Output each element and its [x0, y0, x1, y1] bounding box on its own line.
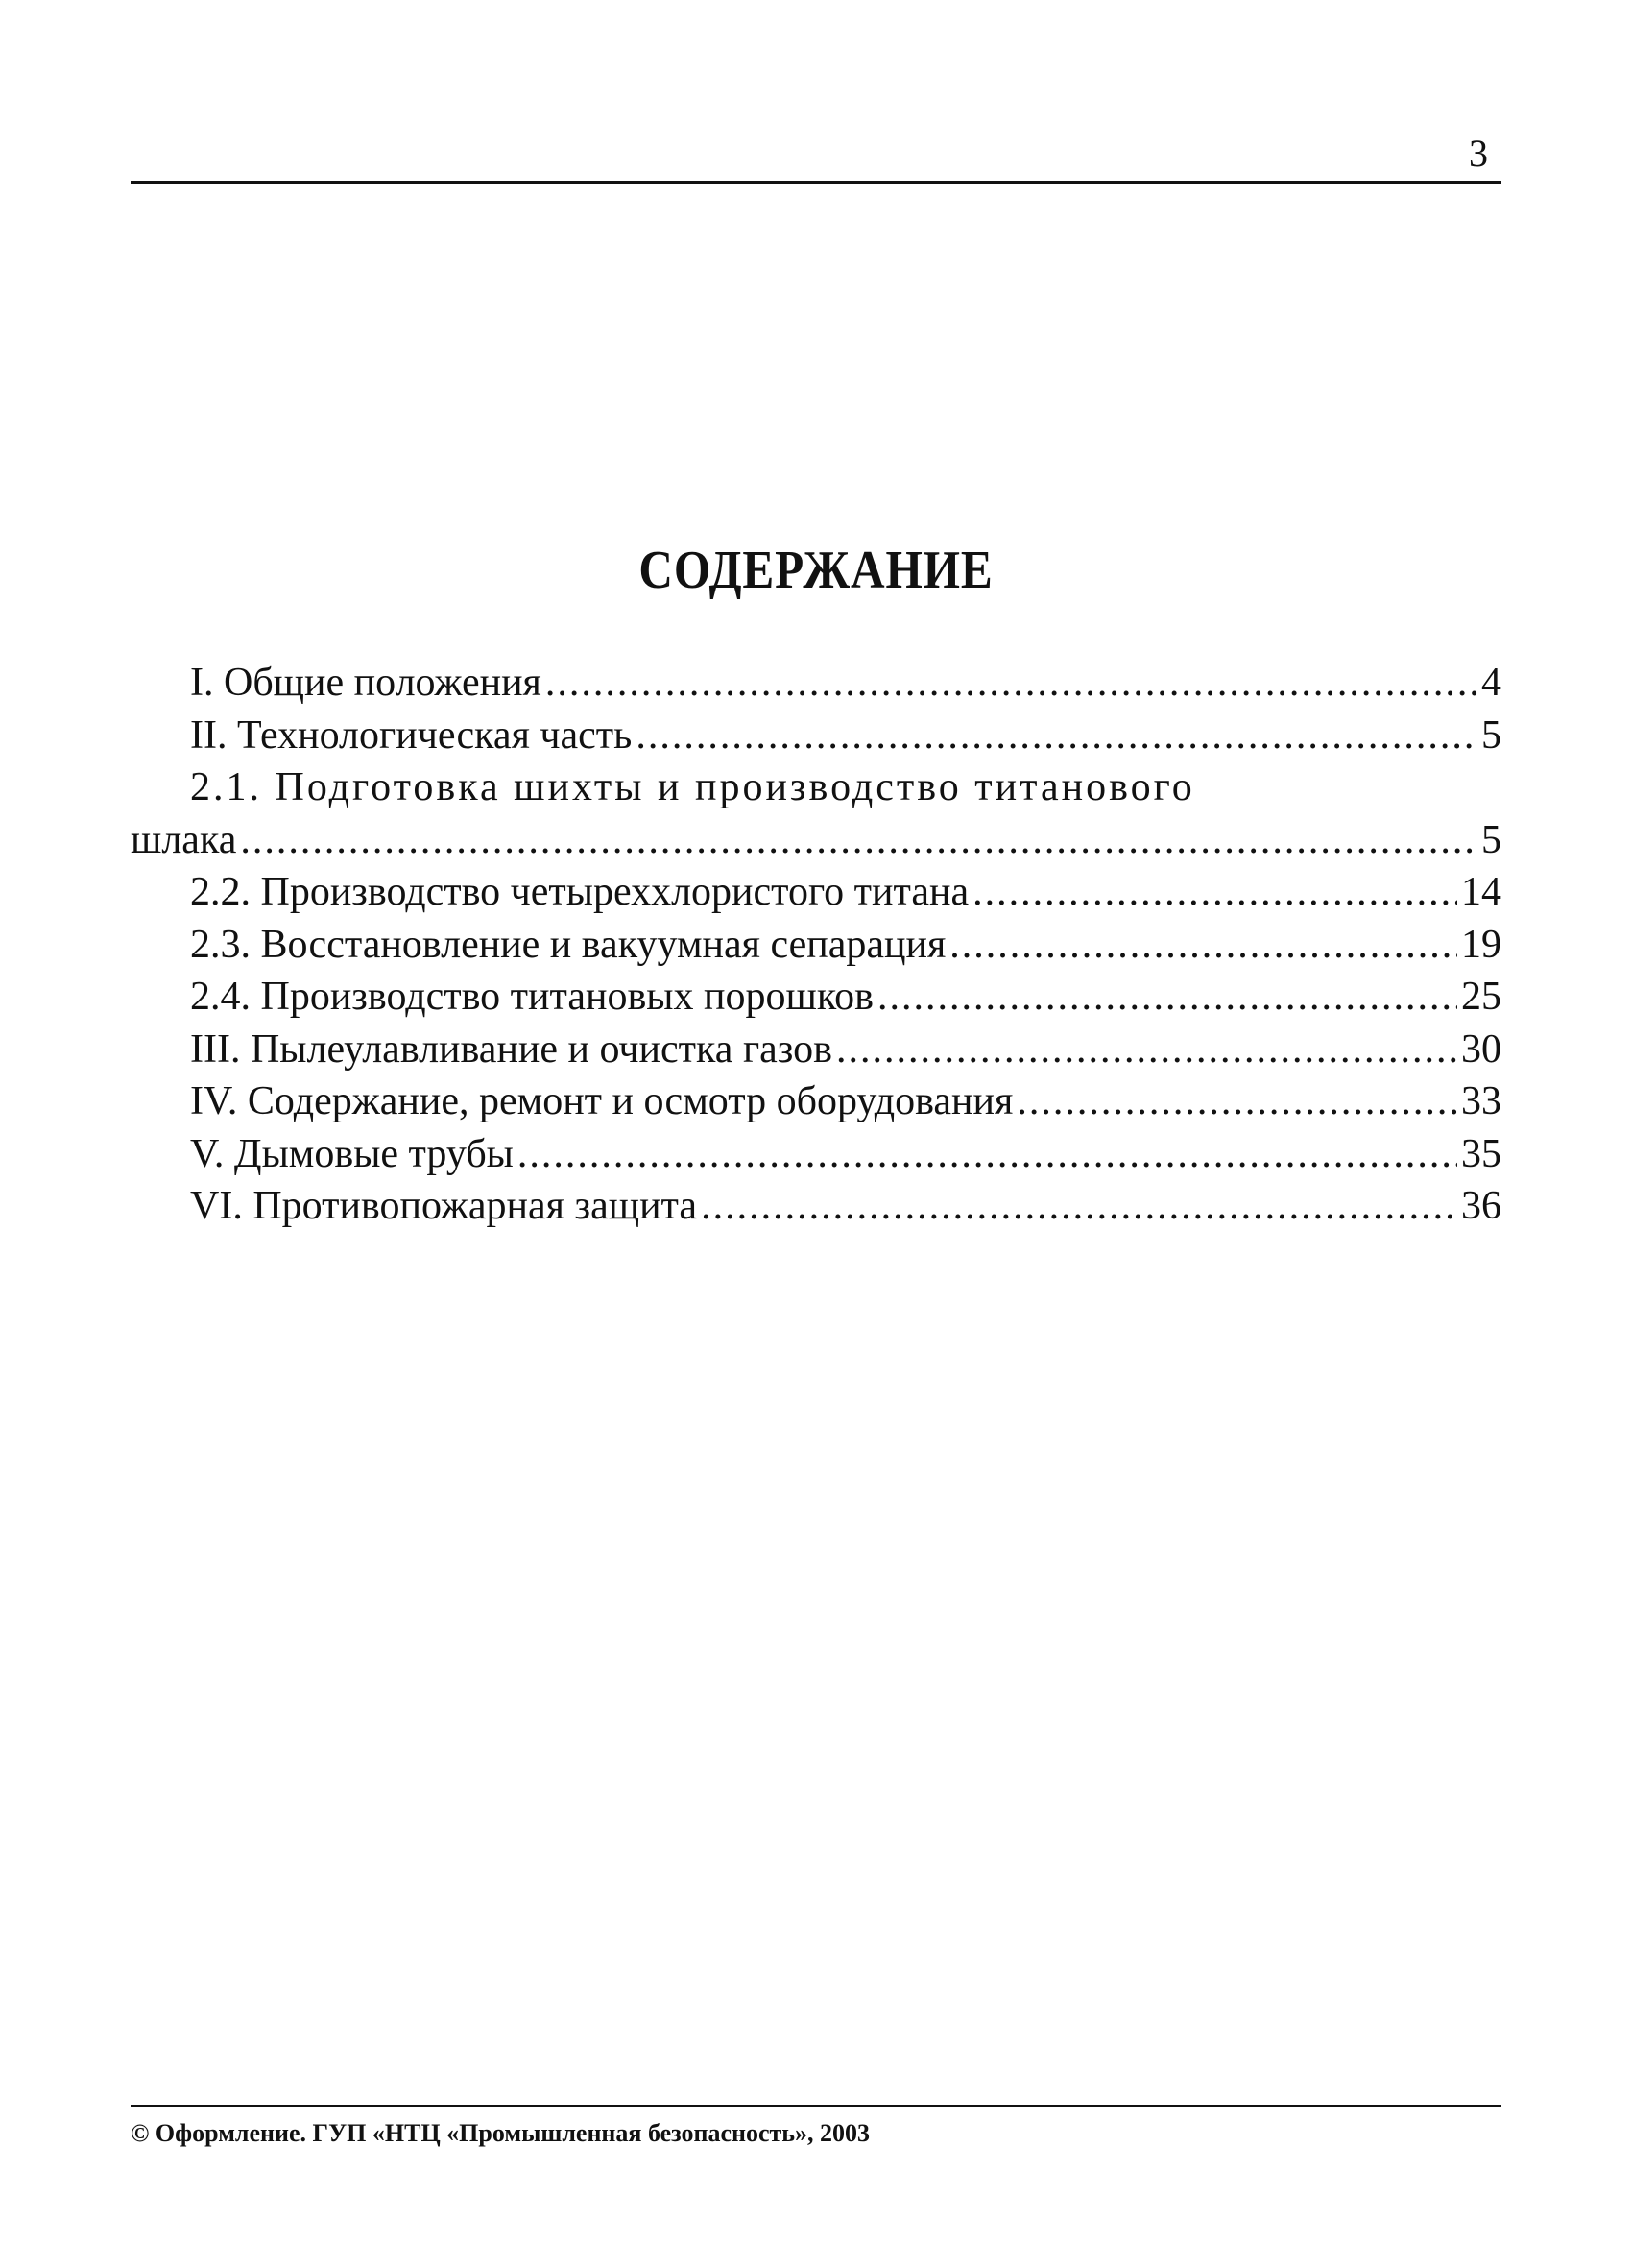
- toc-title: СОДЕРЖАНИЕ: [638, 541, 994, 600]
- toc-entry-label: шлака: [131, 817, 237, 862]
- toc-entry-page: 35: [1461, 1131, 1501, 1176]
- toc-entry-page: 25: [1461, 975, 1501, 1019]
- toc-entry-page: 19: [1461, 922, 1501, 967]
- toc-entry-label: II. Технологическая часть: [190, 712, 633, 758]
- toc-entry-page: 14: [1461, 870, 1501, 914]
- toc-entry-chimneys[interactable]: [131, 1128, 1501, 1181]
- toc-entry-page: 5: [1481, 712, 1501, 758]
- toc-entry-page: 33: [1461, 1079, 1501, 1123]
- footer-rule: [131, 2105, 1501, 2107]
- toc-entry-label: I. Общие положения: [190, 661, 541, 705]
- copyright-notice: © Оформление. ГУП «НТЦ «Промышленная безопасность», 2003: [131, 2119, 871, 2147]
- toc-entry-titanium-tetrachloride[interactable]: [131, 866, 1501, 919]
- toc-entry-equipment-maintenance[interactable]: [131, 1075, 1501, 1128]
- toc-entry-technological-part[interactable]: [131, 710, 1501, 762]
- toc-entry-label: V. Дымовые трубы: [190, 1131, 514, 1176]
- toc-entry-reduction-separation[interactable]: [131, 919, 1501, 972]
- toc-entry-label: 2.3. Восстановление и вакуумная сепарация: [190, 922, 947, 967]
- toc-dot-leader: [701, 1180, 1457, 1233]
- toc-entry-general-provisions[interactable]: [131, 657, 1501, 710]
- toc-dot-leader: [1017, 1075, 1457, 1128]
- toc-entry-charge-preparation-line2[interactable]: [131, 814, 1501, 867]
- toc-entry-label: III. Пылеулавливание и очистка газов: [190, 1026, 832, 1072]
- toc-entry-charge-preparation-line1[interactable]: [131, 761, 1501, 814]
- toc-entry-page: 5: [1481, 817, 1501, 862]
- toc-dot-leader: [877, 971, 1457, 1024]
- toc-dot-leader: [949, 919, 1457, 972]
- toc-dot-leader: [836, 1024, 1457, 1076]
- toc-entry-label: IV. Содержание, ремонт и осмотр оборудования: [190, 1079, 1014, 1123]
- toc-entry-titanium-powders[interactable]: [131, 971, 1501, 1024]
- toc-entry-dust-collection[interactable]: [131, 1024, 1501, 1076]
- toc-dot-leader: [545, 657, 1477, 710]
- table-of-contents: [131, 657, 1501, 1233]
- toc-dot-leader: [636, 710, 1477, 762]
- toc-entry-page: 36: [1461, 1184, 1501, 1228]
- toc-entry-fire-protection[interactable]: [131, 1180, 1501, 1233]
- toc-dot-leader: [972, 866, 1457, 919]
- page-number: 3: [1469, 132, 1488, 175]
- toc-dot-leader: [240, 814, 1477, 867]
- toc-entry-label: VI. Противопожарная защита: [190, 1184, 698, 1228]
- toc-entry-label: 2.4. Производство титановых порошков: [190, 975, 874, 1019]
- toc-entry-label: 2.1. Подготовка шихты и производство титанового: [190, 765, 1195, 809]
- header-rule: [131, 181, 1501, 184]
- toc-entry-label: 2.2. Производство четыреххлористого титана: [190, 870, 970, 914]
- toc-dot-leader: [517, 1128, 1457, 1181]
- toc-entry-page: 4: [1481, 661, 1501, 705]
- toc-entry-page: 30: [1461, 1026, 1501, 1072]
